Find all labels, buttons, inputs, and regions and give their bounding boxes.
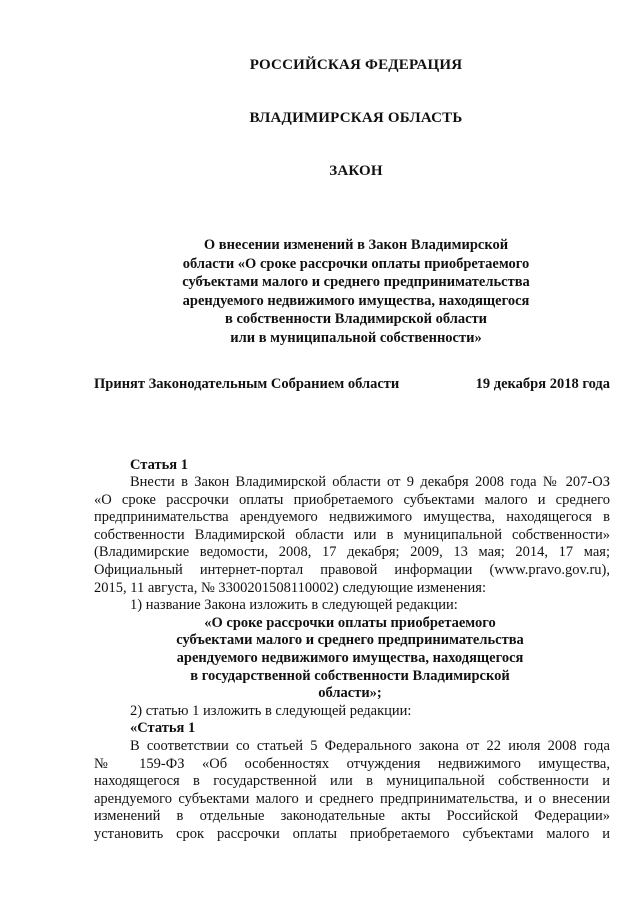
body-line: арендуемого субъектами малого и среднего предпринимательства, и о внесении: [94, 790, 610, 807]
new-title-line: «О сроке рассрочки оплаты приобретаемого: [204, 614, 496, 631]
new-title-line: субъектами малого и среднего предпринимательства: [176, 632, 524, 649]
acceptance-line: [94, 376, 610, 393]
quoted-article-heading: «Статья 1: [130, 720, 196, 737]
body-line: (Владимирские ведомости, 2008, 17 декабря; 2009, 13 мая; 2014, 17 мая;: [94, 544, 610, 561]
body-line: установить срок рассрочки оплаты приобретаемого субъектами малого и: [94, 825, 610, 842]
body-line: находящегося в государственной или в муниципальной собственности и: [94, 773, 610, 790]
law-title-line: области «О сроке рассрочки оплаты приобретаемого: [182, 255, 530, 272]
law-title-line: субъектами малого и среднего предпринимательства: [182, 274, 530, 290]
body-line: «О сроке рассрочки оплаты приобретаемого субъектами малого и среднего: [94, 491, 610, 508]
law-title-line: или в муниципальной собственности»: [230, 329, 482, 346]
body-line: изменений в отдельные законодательные акты Российской Федерации»: [94, 808, 610, 825]
body-line: Официальный интернет-портал правовой информации (www.pravo.gov.ru),: [94, 561, 610, 578]
new-title-line: арендуемого недвижимого имущества, находящегося: [176, 649, 524, 666]
law-title-line: О внесении изменений в Закон Владимирской: [203, 237, 509, 253]
new-title-line: в государственной собственности Владимирской: [190, 667, 510, 684]
header-region: ВЛАДИМИРСКАЯ ОБЛАСТЬ: [249, 110, 463, 126]
item-1: 1) название Закона изложить в следующей редакции:: [130, 597, 458, 614]
body-line: Внести в Закон Владимирской области от 9 декабря 2008 года № 207-ОЗ: [130, 474, 610, 490]
header-country: РОССИЙСКАЯ ФЕДЕРАЦИЯ: [249, 57, 463, 73]
new-law-title: [144, 615, 556, 703]
body-line: В соответствии со статьей 5 Федерального закона от 22 июля 2008 года: [130, 737, 610, 754]
article-1-heading: Статья 1: [130, 457, 188, 473]
law-title-line: арендуемого недвижимого имущества, находящегося: [182, 292, 530, 309]
body-line: 2015, 11 августа, № 3300201508110002) следующие изменения:: [94, 579, 486, 596]
article-1-body: [94, 474, 610, 843]
header-doc-type: ЗАКОН: [329, 163, 383, 179]
new-title-line: области»;: [318, 685, 382, 702]
item-2: 2) статью 1 изложить в следующей редакции:: [130, 702, 412, 719]
law-title-line: в собственности Владимирской области: [224, 311, 488, 327]
body-line: № 159-ФЗ «Об особенностях отчуждения недвижимого имущества,: [94, 755, 610, 772]
law-title: [150, 236, 562, 347]
body-line: предпринимательства арендуемого недвижимого имущества, находящегося в: [94, 509, 610, 526]
accepted-date: 19 декабря 2018 года: [475, 376, 610, 392]
body-line: собственности Владимирской области или в муниципальной собственности»: [94, 526, 610, 543]
accepted-by: Принят Законодательным Собранием области: [94, 376, 400, 392]
